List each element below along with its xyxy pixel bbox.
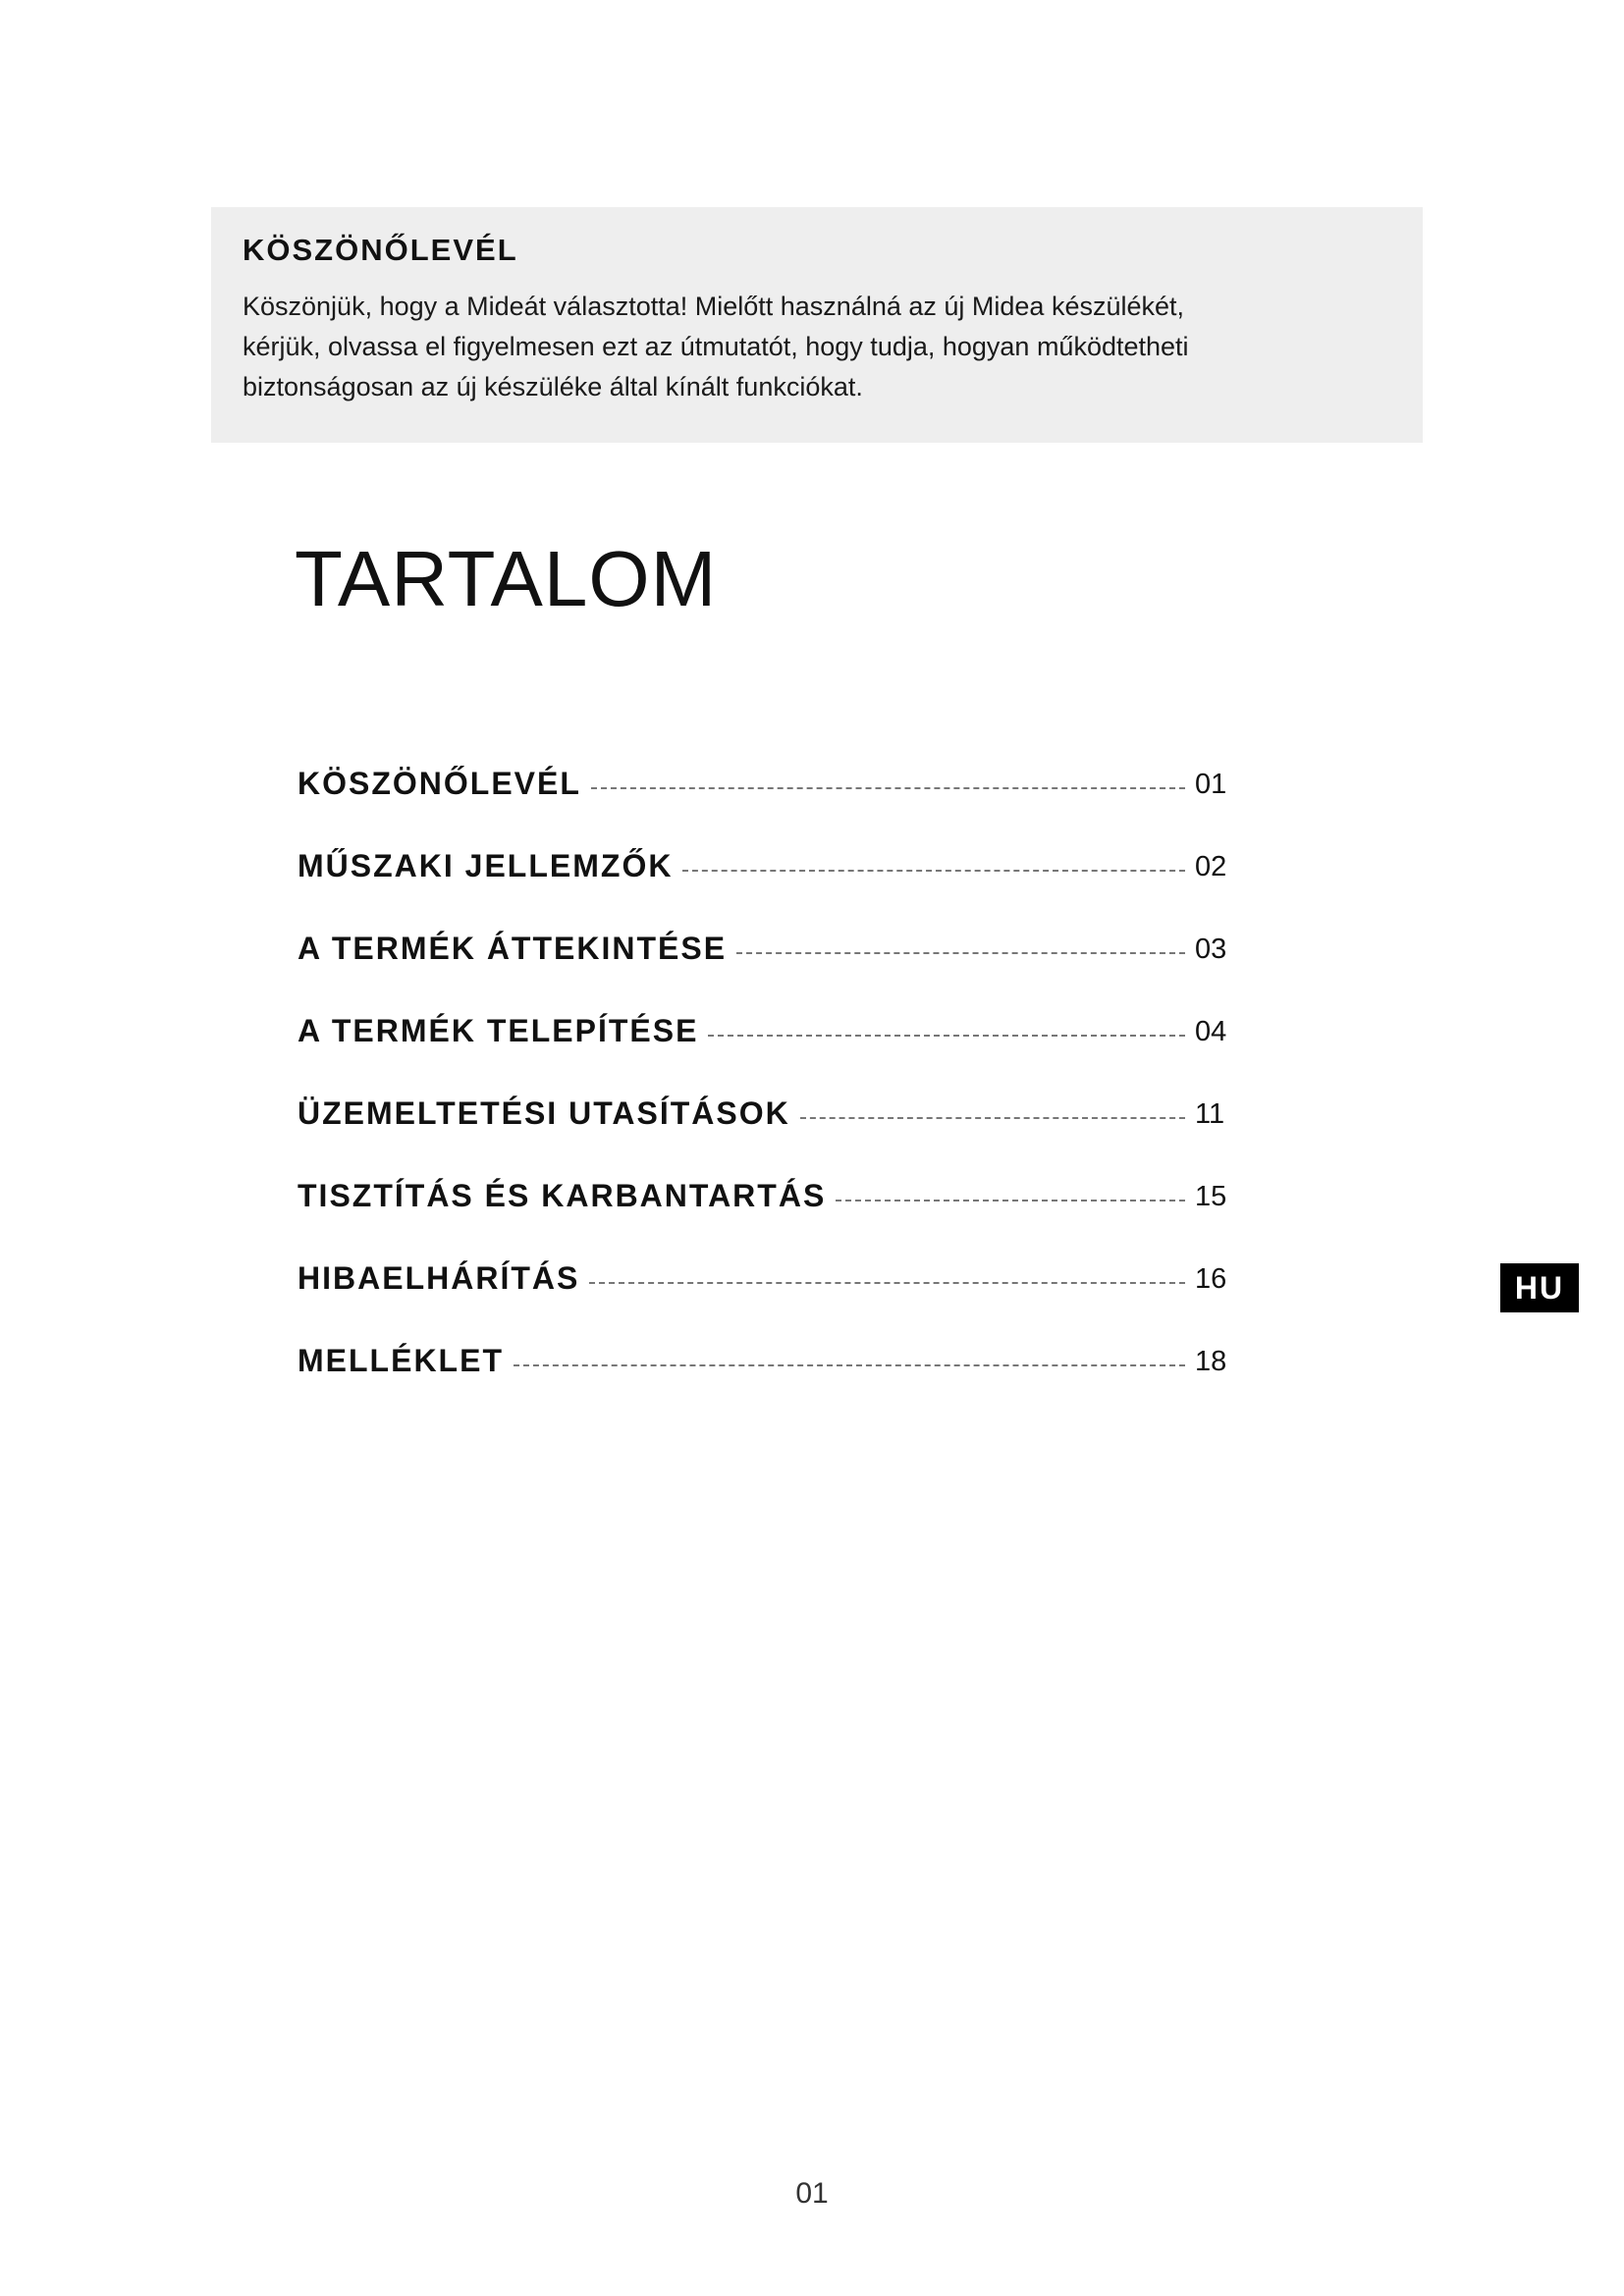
toc-dotted-leader (514, 1364, 1185, 1366)
toc-entry-label: MELLÉKLET (298, 1343, 504, 1378)
toc-entry-label: MŰSZAKI JELLEMZŐK (298, 848, 674, 883)
toc-entry-product-overview[interactable] (298, 881, 1230, 964)
toc-entry-page: 04 (1195, 1016, 1227, 1047)
toc-entry-operating-instructions[interactable] (298, 1046, 1230, 1129)
toc-entry-page: 11 (1195, 1098, 1225, 1130)
toc-entry-page: 16 (1195, 1263, 1227, 1295)
thank-you-letter-box (211, 207, 1423, 443)
toc-dotted-leader (708, 1035, 1185, 1037)
toc-entry-label: A TERMÉK TELEPÍTÉSE (298, 1013, 699, 1048)
language-tab-badge: HU (1500, 1263, 1579, 1312)
toc-dotted-leader (736, 952, 1185, 954)
toc-entry-troubleshooting[interactable] (298, 1211, 1230, 1294)
toc-dotted-leader (591, 787, 1185, 789)
toc-dotted-leader (682, 870, 1185, 872)
toc-entry-label: A TERMÉK ÁTTEKINTÉSE (298, 931, 728, 966)
contents-heading: TARTALOM (295, 535, 718, 622)
thank-you-title: KÖSZÖNŐLEVÉL (243, 233, 518, 267)
toc-dotted-leader (800, 1117, 1185, 1119)
toc-entry-page: 03 (1195, 934, 1227, 965)
toc-entry-page: 01 (1195, 769, 1227, 800)
toc-entry-label: HIBAELHÁRÍTÁS (298, 1260, 580, 1296)
thank-you-line-1: Köszönjük, hogy a Mideát választotta! Mielőtt használná az új Midea készülékét, (243, 292, 1185, 321)
toc-entry-label: ÜZEMELTETÉSI UTASÍTÁSOK (298, 1095, 790, 1131)
toc-dotted-leader (589, 1282, 1185, 1284)
toc-entry-label: KÖSZÖNŐLEVÉL (298, 766, 581, 801)
toc-entry-appendix[interactable] (298, 1294, 1230, 1376)
toc-dotted-leader (836, 1200, 1185, 1201)
toc-entry-page: 18 (1195, 1346, 1227, 1377)
table-of-contents (298, 717, 1230, 1376)
toc-entry-page: 15 (1195, 1181, 1227, 1212)
thank-you-text (243, 287, 1391, 407)
thank-you-line-2: kérjük, olvassa el figyelmesen ezt az útmutatót, hogy tudja, hogyan működtetheti (243, 332, 1189, 361)
toc-entry-installation[interactable] (298, 964, 1230, 1046)
toc-entry-cleaning-maintenance[interactable] (298, 1129, 1230, 1211)
toc-entry-page: 02 (1195, 851, 1227, 882)
page-number: 01 (795, 2177, 829, 2210)
toc-entry-specifications[interactable] (298, 799, 1230, 881)
toc-entry-thank-you-letter[interactable] (298, 717, 1230, 799)
toc-entry-label: TISZTÍTÁS ÉS KARBANTARTÁS (298, 1178, 827, 1213)
thank-you-line-3: biztonságosan az új készüléke által kínált funkciókat. (243, 372, 863, 401)
